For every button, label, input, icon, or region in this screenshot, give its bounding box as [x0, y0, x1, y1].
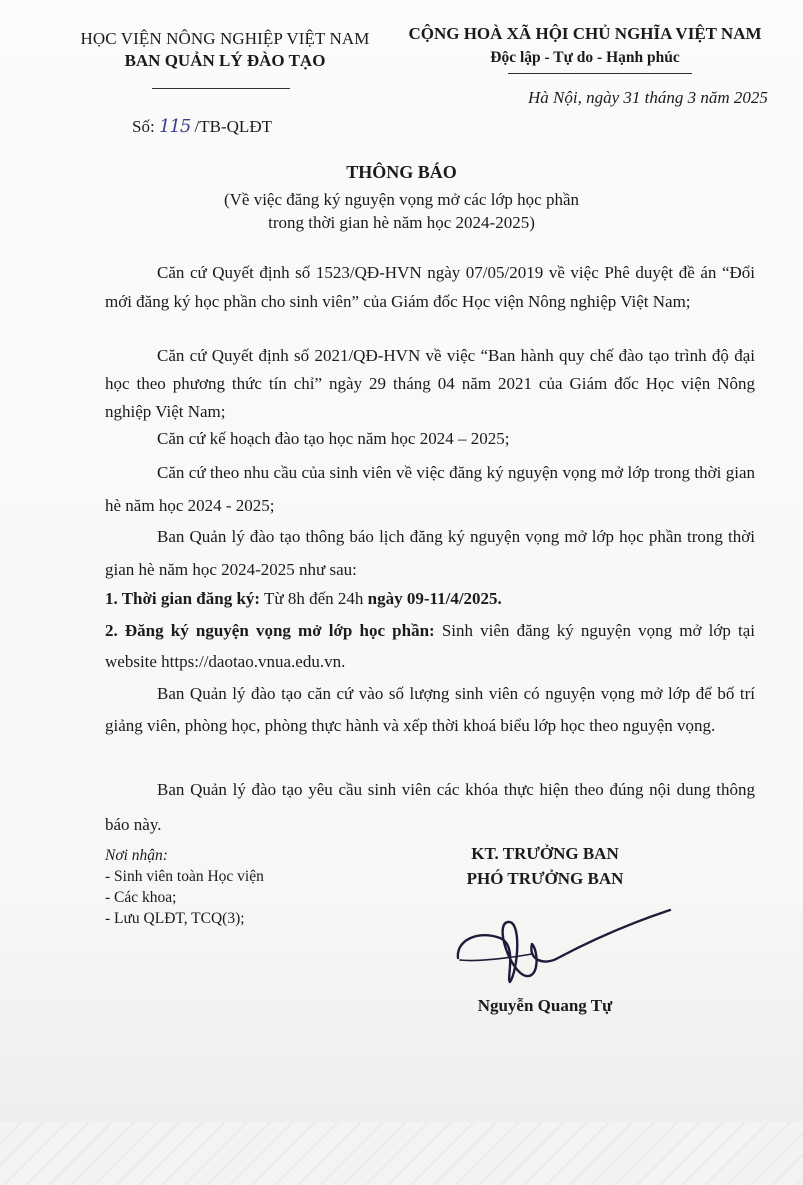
recipient-item: - Các khoa;: [105, 889, 177, 906]
header-divider-left: [152, 88, 290, 89]
subtitle-line-1: (Về việc đăng ký nguyện vọng mở các lớp học phần: [223, 190, 580, 209]
paragraph-basis-1: Căn cứ Quyết định số 1523/QĐ-HVN ngày 07/05/2019 về việc Phê duyệt đề án “Đổi mới đăng ký học phần cho sinh viên” của Giám đốc Học viện Nông nghiệp Việt Nam;: [105, 263, 755, 311]
background-pattern: [0, 1122, 803, 1185]
header-divider-right: [508, 73, 692, 74]
document-title: THÔNG BÁO: [346, 162, 457, 182]
item-registration-time: [105, 584, 755, 614]
recipient-item: - Sinh viên toàn Học viện: [105, 868, 264, 885]
document-number: [132, 116, 272, 137]
item-registration-method: [105, 615, 755, 677]
item2-label: 2. Đăng ký nguyện vọng mở lớp học phần:: [105, 621, 435, 640]
national-header: [405, 22, 765, 70]
paragraph-basis-2: Căn cứ Quyết định số 2021/QĐ-HVN về việc “Ban hành quy chế đào tạo trình độ đại học theo phương thức tín chỉ” ngày 29 tháng 04 năm 2021 của Giám đốc Học viện Nông nghiệp Việt Nam;: [105, 346, 755, 421]
doc-number-prefix: Số:: [132, 117, 159, 136]
place-date: Hà Nội, ngày 31 tháng 3 năm 2025: [528, 88, 768, 107]
doc-number-suffix: /TB-QLĐT: [190, 117, 272, 136]
signature-title: [445, 841, 645, 891]
item2-text: Sinh viên đăng ký nguyện vọng mở lớp tại website https://daotao.vnua.edu.vn.: [105, 621, 755, 671]
signer-name: Nguyễn Quang Tự: [477, 996, 613, 1015]
recipient-item: - Lưu QLĐT, TCQ(3);: [105, 910, 245, 927]
issuer-block: [60, 28, 390, 72]
item1-label: 1. Thời gian đăng ký:: [105, 589, 261, 608]
paragraph-arrangement: Ban Quản lý đào tạo căn cứ vào số lượng sinh viên có nguyện vọng mở lớp để bố trí giảng viên, phòng học, phòng thực hành và xếp thời khoá biểu lớp học theo nguyện vọng.: [105, 684, 755, 735]
paragraph-basis-4: Căn cứ theo nhu cầu của sinh viên về việc đăng ký nguyện vọng mở lớp trong thời gian hè năm học 2024 - 2025;: [105, 463, 755, 515]
recipients-label: Nơi nhận:: [105, 847, 168, 864]
subtitle-line-2: trong thời gian hè năm học 2024-2025): [268, 213, 535, 232]
department-name: BAN QUẢN LÝ ĐÀO TẠO: [124, 51, 326, 70]
nation-name: CỘNG HOÀ XÃ HỘI CHỦ NGHĨA VIỆT NAM: [408, 24, 762, 43]
recipients-block: [105, 845, 264, 929]
national-motto: Độc lập - Tự do - Hạnh phúc: [490, 49, 680, 66]
doc-number-handwritten: 115: [158, 116, 191, 137]
paragraph-requirement: Ban Quản lý đào tạo yêu cầu sinh viên các khóa thực hiện theo đúng nội dung thông báo này.: [105, 780, 755, 834]
paragraph-announcement: Ban Quản lý đào tạo thông báo lịch đăng ký nguyện vọng mở lớp học phần trong thời gian hè năm học 2024-2025 như sau:: [105, 527, 755, 579]
paragraph-basis-3: Căn cứ kế hoạch đào tạo học năm học 2024 – 2025;: [157, 429, 510, 448]
item1-text: Từ 8h đến 24h: [260, 589, 368, 608]
handwritten-signature: [448, 900, 678, 985]
signature-title-line-1: KT. TRƯỞNG BAN: [471, 844, 619, 863]
signature-title-line-2: PHÓ TRƯỞNG BAN: [466, 869, 624, 888]
organization-name: HỌC VIỆN NÔNG NGHIỆP VIỆT NAM: [80, 29, 370, 48]
item1-date: ngày 09-11/4/2025.: [367, 589, 502, 608]
document-subtitle: [0, 188, 803, 234]
